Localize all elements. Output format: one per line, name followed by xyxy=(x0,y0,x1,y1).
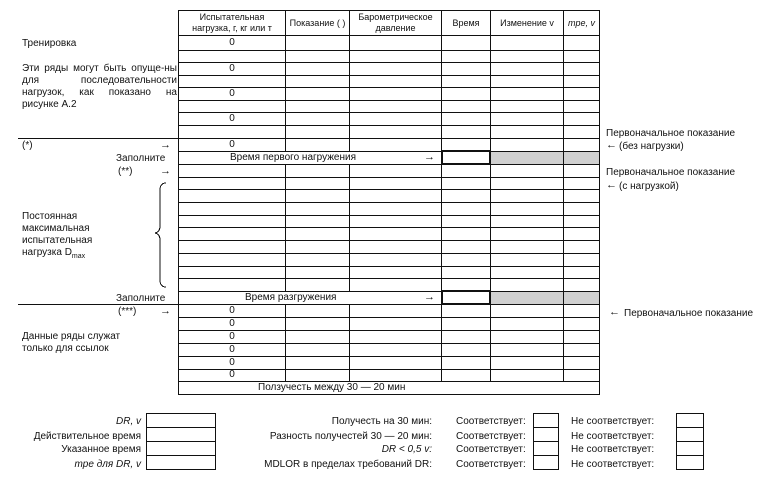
arrow-left-icon: ← xyxy=(609,306,620,318)
conforms-label: Соответствует: xyxy=(456,416,526,427)
zero-value: 0 xyxy=(229,63,235,74)
conforms-checkbox[interactable] xyxy=(533,427,559,442)
arrow-icon: → xyxy=(424,151,435,163)
unload-time-cell[interactable] xyxy=(441,290,491,305)
mpe-dr-field[interactable] xyxy=(146,455,216,470)
arrow-left-icon: ← xyxy=(606,139,617,151)
arrow-icon: → xyxy=(160,139,171,151)
header-change: Изменение v xyxy=(490,10,564,36)
zero-value: 0 xyxy=(229,113,235,124)
header-pressure: Барометрическое давление xyxy=(349,10,442,36)
mpe-dr-label: mpe для DR, v xyxy=(74,459,141,470)
initial-reading-label: Первоначальное показание xyxy=(606,167,736,178)
constant-load-label xyxy=(22,211,122,263)
not-conforms-label: Не соответствует: xyxy=(571,444,655,455)
header-time: Время xyxy=(441,10,491,36)
not-conforms-checkbox[interactable] xyxy=(676,427,704,442)
zero-value: 0 xyxy=(229,139,235,150)
constant-load-subscript: max xyxy=(71,253,86,260)
header-load: Испытательная нагрузка, г, кг или т xyxy=(178,10,286,36)
conforms-label: Соответствует: xyxy=(456,431,526,442)
dr-label: DR, v xyxy=(116,416,141,427)
fill2-label: Заполните xyxy=(116,293,166,304)
specified-time-label: Указанное время xyxy=(61,444,141,455)
zero-value: 0 xyxy=(229,88,235,99)
conforms-checkbox[interactable] xyxy=(533,413,559,428)
conforms-checkbox[interactable] xyxy=(533,441,559,456)
unload-label: Время разгружения xyxy=(245,292,337,303)
dr-condition-label: DR < 0,5 v: xyxy=(381,444,432,455)
unload-shaded xyxy=(491,292,599,304)
zero-value: 0 xyxy=(229,305,235,316)
star2-label: (**) xyxy=(118,166,133,177)
creep30-label: Получесть на 30 мин: xyxy=(331,416,432,427)
training-label: Тренировка xyxy=(22,38,77,49)
zero-value: 0 xyxy=(229,344,235,355)
omit-rows-note: Эти ряды могут быть опуще-ны для последовательности нагрузок, как показано на рисунке А.2 xyxy=(22,63,177,110)
first-load-label: Время первого нагружения xyxy=(230,152,356,163)
creep-label: Ползучесть между 30 — 20 мин xyxy=(258,382,406,393)
arrow-icon: → xyxy=(160,305,171,317)
not-conforms-checkbox[interactable] xyxy=(676,441,704,456)
first-load-shaded xyxy=(491,152,599,164)
arrow-left-icon: ← xyxy=(606,179,617,191)
first-load-time-cell[interactable] xyxy=(441,150,491,165)
conforms-label: Соответствует: xyxy=(456,444,526,455)
arrow-icon: → xyxy=(424,291,435,303)
not-conforms-label: Не соответствует: xyxy=(571,459,655,470)
conforms-label: Соответствует: xyxy=(456,459,526,470)
actual-time-field[interactable] xyxy=(146,427,216,442)
creep-diff-label: Разность получестей 30 — 20 мин: xyxy=(269,431,432,442)
not-conforms-checkbox[interactable] xyxy=(676,455,704,470)
header-mpe: mpe, v xyxy=(563,10,600,36)
initial-reading-sub: (без нагрузки) xyxy=(619,141,684,152)
zero-value: 0 xyxy=(229,37,235,48)
initial-reading-label: Первоначальное показание xyxy=(606,128,736,139)
not-conforms-label: Не соответствует: xyxy=(571,431,655,442)
star1-label: (*) xyxy=(22,140,33,151)
header-reading: Показание ( ) xyxy=(285,10,350,36)
constant-load-text: Постоянная максимальная испытательная нагрузка D xyxy=(22,211,93,258)
zero-value: 0 xyxy=(229,331,235,342)
specified-time-field[interactable] xyxy=(146,441,216,456)
mdlor-label: MDLOR в пределах требований DR: xyxy=(264,459,432,470)
not-conforms-checkbox[interactable] xyxy=(676,413,704,428)
not-conforms-label: Не соответствует: xyxy=(571,416,655,427)
arrow-icon: → xyxy=(160,165,171,177)
zero-value: 0 xyxy=(229,318,235,329)
dr-field[interactable] xyxy=(146,413,216,428)
initial-reading-sub: (с нагрузкой) xyxy=(619,181,679,192)
conforms-checkbox[interactable] xyxy=(533,455,559,470)
reference-note: Данные ряды служат только для ссылок xyxy=(22,331,121,354)
zero-value: 0 xyxy=(229,369,235,380)
zero-value: 0 xyxy=(229,357,235,368)
star3-label: (***) xyxy=(118,306,137,317)
actual-time-label: Действительное время xyxy=(33,431,141,442)
fill1-label: Заполните xyxy=(116,153,166,164)
initial-reading-label: Первоначальное показание xyxy=(624,308,754,319)
